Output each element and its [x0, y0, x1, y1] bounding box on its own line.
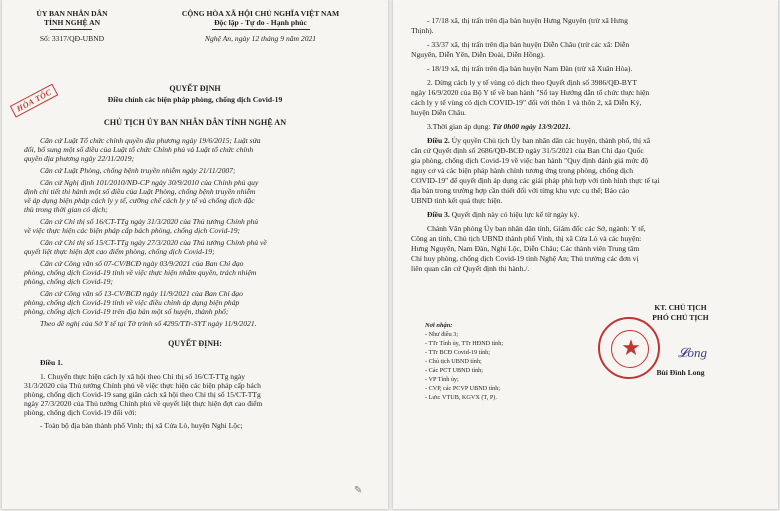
- body-line: liên quan căn cứ Quyết định thi hành./.: [411, 264, 530, 273]
- signature-title-line-2: PHÓ CHỦ TỊCH: [652, 313, 709, 322]
- article-2-heading: Điều 2.: [427, 136, 450, 145]
- motto: Độc lập - Tự do - Hạnh phúc: [214, 18, 307, 27]
- body-line: UBND tỉnh kết quả thực hiện.: [411, 196, 503, 205]
- body-line: căn cứ Quyết định số 2686/QĐ-BCĐ ngày 31/5/2021 của Ban Chỉ đạo Quốc: [411, 146, 644, 155]
- place-date: Nghệ An, ngày 12 tháng 9 năm 2021: [204, 34, 317, 43]
- body-line: Hưng Nguyên, Nam Đàn, Nghi Lộc, Diễn Châu; Các thành viên Trung tâm: [411, 244, 640, 253]
- basis-line: phòng, chống dịch Covid-19 trên địa bàn một số huyện, thành phố;: [24, 307, 229, 316]
- org-name-line-2: TỈNH NGHỆ AN: [43, 18, 101, 27]
- recipient-item: - TTr Tỉnh ủy, TTr HĐND tỉnh;: [425, 340, 504, 347]
- article-2-text: Ủy quyền Chủ tịch Ủy ban nhân dân các huyện, thành phố, thị xã: [449, 136, 651, 145]
- body-line: Chỉ huy phòng, chống dịch Covid-19 tỉnh Nghệ An; Thủ trưởng các đơn vị: [411, 254, 639, 263]
- issuer: CHỦ TỊCH ỦY BAN NHÂN DÂN TỈNH NGHỆ AN: [103, 118, 287, 127]
- body-line: huyện Diễn Châu.: [411, 108, 467, 117]
- document-page-1: [2, 0, 388, 509]
- doc-subtitle: Điều chỉnh các biện pháp phòng, chống dịch Covid-19: [107, 95, 283, 104]
- divider: [50, 29, 92, 30]
- recipient-item: - Chủ tịch UBND tỉnh;: [425, 358, 482, 365]
- basis-line: Căn cứ Luật Phòng, chống bệnh truyền nhiễm ngày 21/11/2007;: [40, 166, 236, 175]
- recipient-item: - VP Tỉnh ủy;: [425, 376, 459, 383]
- body-line: nguy cơ và các biện pháp hành chính tương ứng trong phòng, chống dịch: [411, 166, 634, 175]
- handwritten-signature: 𝓛ong: [678, 345, 707, 360]
- recipient-item: - Các PCT UBND tỉnh;: [425, 367, 483, 374]
- body-line: - 18/19 xã, thị trấn trên địa bàn huyện Nam Đàn (trừ xã Xuân Hòa).: [427, 64, 633, 73]
- divider: [212, 29, 310, 30]
- basis-line: thù trong thời gian có dịch;: [24, 205, 108, 214]
- effective-time-line: [427, 122, 571, 132]
- basis-line: đổi, bổ sung một số điều của Luật tổ chức Chính phủ và Luật tổ chức chính: [24, 145, 254, 154]
- effective-time-value: Từ 0h00 ngày 13/9/2021.: [492, 122, 571, 131]
- body-line: ngày 27/3/2020 của Thủ tướng Chính phủ về quyết liệt thực hiện đợt cao điểm: [24, 399, 263, 408]
- body-line: phòng, chống dịch Covid-19 đối với:: [24, 408, 137, 417]
- body-line: địa bàn trong trường hợp cần thiết đối với từng khu vực cụ thể; Báo cáo: [411, 186, 630, 195]
- seal-star-icon: ★: [621, 335, 641, 360]
- body-line: 31/3/2020 của Thủ tướng Chính phủ về việc thực hiện các biện pháp cấp bách: [24, 381, 261, 390]
- basis-line: Theo đề nghị của Sở Y tế tại Tờ trình số 4295/TTr-SYT ngày 11/9/2021.: [40, 319, 257, 328]
- signature-title-line-1: KT. CHỦ TỊCH: [654, 303, 707, 312]
- body-line: - 33/37 xã, thị trấn trên địa bàn huyện Diễn Châu (trừ các xã: Diễn: [427, 40, 630, 49]
- basis-line: quyền địa phương ngày 22/11/2019;: [24, 154, 135, 163]
- org-name-line-1: ỦY BAN NHÂN DÂN: [36, 9, 108, 18]
- recipients-title: Nơi nhận:: [425, 322, 453, 329]
- basis-line: Căn cứ Công văn số 13-CV/BCĐ ngày 11/9/2021 của Ban Chỉ đạo: [40, 289, 243, 298]
- article-3-line: [427, 210, 579, 220]
- basis-line: phòng, chống dịch Covid-19;: [24, 277, 114, 286]
- basis-line: Căn cứ Luật Tổ chức chính quyền địa phương ngày 19/6/2015; Luật sửa: [40, 136, 261, 145]
- basis-line: định chi tiết thi hành một số điều của Luật Phòng, chống bệnh truyền nhiễm: [24, 187, 256, 196]
- basis-line: Căn cứ Công văn số 07-CV/BCĐ ngày 03/9/2021 của Ban Chỉ đạo: [40, 259, 244, 268]
- basis-line: về việc thực hiện các biện pháp cấp bách phòng, chống dịch Covid-19;: [24, 226, 241, 235]
- body-line: - 17/18 xã, thị trấn trên địa bàn huyện Hưng Nguyên (trừ xã Hưng: [427, 16, 628, 25]
- body-line: 1. Chuyển thực hiện cách ly xã hội theo Chỉ thị số 16/CT-TTg ngày: [40, 372, 246, 381]
- basis-line: Căn cứ Chỉ thị số 16/CT-TTg ngày 31/3/2020 của Thủ tướng Chính phủ: [40, 217, 259, 226]
- article-3-heading: Điều 3.: [427, 210, 450, 219]
- body-line: 2. Dừng cách ly y tế vùng có dịch theo Quyết định số 3986/QĐ-BYT: [427, 78, 637, 87]
- basis-line: phòng, chống dịch Covid-19 tỉnh về việc thực hiện nhằm quyền, trách nhiệm: [24, 268, 257, 277]
- article-3-text: Quyết định này có hiệu lực kể từ ngày ký.: [449, 210, 580, 219]
- body-line: cách ly y tế vùng có dịch COVID-19" đối với thôn 1 và thôn 2, xã Diễn Kỷ,: [411, 98, 642, 107]
- decide-heading: QUYẾT ĐỊNH:: [168, 339, 222, 348]
- document-page-2: [393, 0, 778, 509]
- recipient-item: - Lưu: VTUB, KGVX (T, P).: [425, 394, 497, 401]
- body-line: ngày 16/9/2020 của Bộ Y tế về ban hành "Sổ tay Hướng dẫn tổ chức thực hiện: [411, 88, 650, 97]
- recipient-item: - Như điều 3;: [425, 331, 459, 338]
- recipient-item: - TTr BCĐ Covid-19 tỉnh;: [425, 349, 490, 356]
- effective-time-label: 3.Thời gian áp dụng:: [427, 122, 493, 131]
- nation-header: CỘNG HÒA XÃ HỘI CHỦ NGHĨA VIỆT NAM: [181, 9, 340, 18]
- body-line: COVID-19" để quyết định áp dụng các giải pháp phù hợp với tình hình thực tế tại: [411, 176, 660, 185]
- basis-line: Căn cứ Chỉ thị số 15/CT-TTg ngày 27/3/2020 của Thủ tướng Chính phủ về: [40, 238, 267, 247]
- signer-name: Bùi Đình Long: [656, 368, 705, 377]
- page-mark: ✎: [354, 485, 363, 496]
- recipient-item: - CVP, các PCVP UBND tỉnh;: [425, 385, 501, 392]
- basis-line: quyết liệt thực hiện đợt cao điểm phòng, chống dịch Covid-19;: [24, 247, 215, 256]
- body-line: Chánh Văn phòng Ủy ban nhân dân tỉnh, Giám đốc các Sở, ngành: Y tế,: [427, 224, 646, 233]
- body-line: Nguyên, Diễn Yên, Diễn Đoài, Diễn Hồng).: [411, 50, 545, 59]
- body-line: - Toàn bộ địa bàn thành phố Vinh; thị xã Cửa Lò, huyện Nghi Lộc;: [40, 421, 243, 430]
- body-line: phòng, chống dịch Covid-19 sang giãn cách xã hội theo Chỉ thị số 15/CT-TTg: [24, 390, 261, 399]
- basis-line: phòng, chống dịch Covid-19 tỉnh về việc điều chỉnh áp dụng biện pháp: [24, 298, 240, 307]
- article-2-line: [427, 136, 650, 146]
- body-line: gia phòng, chống dịch Covid-19 về việc ban hành "Quy định đánh giá mức độ: [411, 156, 649, 165]
- doc-title: QUYẾT ĐỊNH: [169, 84, 221, 93]
- body-line: Thịnh).: [411, 26, 434, 35]
- basis-line: Căn cứ Nghị định 101/2010/NĐ-CP ngày 30/9/2010 của Chính phủ quy: [40, 178, 259, 187]
- doc-number: Số: 3317/QĐ-UBND: [39, 34, 105, 43]
- basis-line: về áp dụng biện pháp cách ly y tế, cưỡng chế cách ly y tế và chống dịch đặc: [24, 196, 255, 205]
- urgent-stamp: HỎA TỐC: [10, 83, 59, 117]
- body-line: Công an tỉnh, Chủ tịch UBND thành phố Vinh, thị xã Cửa Lò và các huyện:: [411, 234, 642, 243]
- article-1-heading: Điều 1.: [40, 358, 63, 367]
